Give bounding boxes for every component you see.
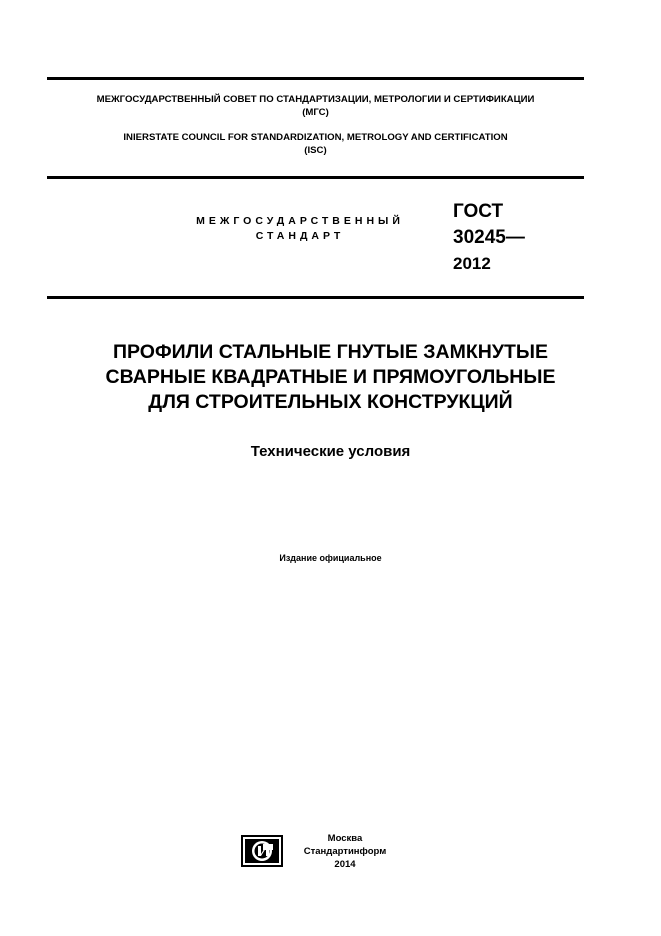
gost-year: 2012 [453,254,491,273]
standard-type-line1: МЕЖГОСУДАРСТВЕННЫЙ [196,215,404,227]
standard-rule [47,296,584,299]
gost-number: 30245— [453,227,525,248]
standartinform-logo-icon [241,835,283,867]
publisher-block [290,832,400,871]
standard-type-line2: СТАНДАРТ [255,230,345,242]
document-subtitle: Технические условия [250,443,411,460]
title-line-3: ДЛЯ СТРОИТЕЛЬНЫХ КОНСТРУКЦИЙ [148,391,513,413]
document-title [20,340,641,415]
edition-note: Издание официальное [279,553,382,563]
gost-prefix: ГОСТ [453,201,504,222]
council-en-name: INIERSTATE COUNCIL FOR STANDARDIZATION, METROLOGY AND CERTIFICATION [123,132,508,143]
header-rule [47,176,584,179]
title-line-1: ПРОФИЛИ СТАЛЬНЫЕ ГНУТЫЕ ЗАМКНУТЫЕ [113,341,548,363]
council-ru-name: МЕЖГОСУДАРСТВЕННЫЙ СОВЕТ ПО СТАНДАРТИЗАЦИИ, МЕТРОЛОГИИ И СЕРТИФИКАЦИИ [96,94,535,105]
council-en-abbr: (ISC) [304,145,327,156]
council-ru-abbr: (МГС) [302,107,329,118]
top-rule [47,77,584,80]
publisher-city: Москва [327,833,363,844]
publisher-year: 2014 [334,859,356,870]
publisher-name: Стандартинформ [303,846,387,857]
title-line-2: СВАРНЫЕ КВАДРАТНЫЕ И ПРЯМОУГОЛЬНЫЕ [105,366,556,388]
